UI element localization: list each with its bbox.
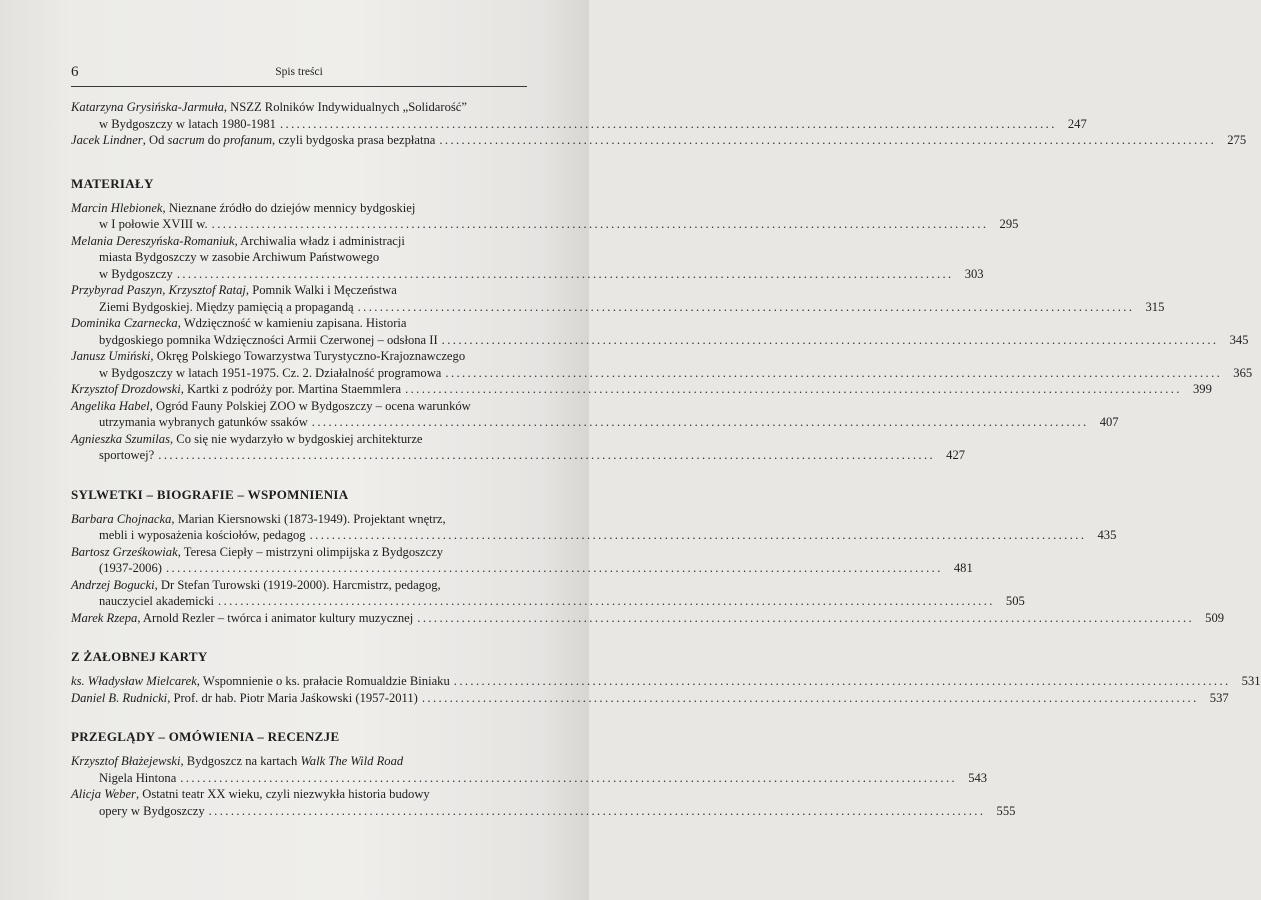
entry-page-number: 407 bbox=[1099, 415, 1119, 429]
entry-title: w Bydgoszczy w latach 1951-1975. Cz. 2. Działalność programowa bbox=[99, 365, 442, 380]
entry-text bbox=[99, 216, 208, 233]
entry-author: Krzysztof Drozdowski bbox=[71, 382, 181, 396]
entry-author: Alicja Weber bbox=[71, 787, 136, 801]
dot-leader: ............................................................................................................................................ bbox=[208, 803, 986, 818]
entry-line bbox=[71, 365, 1253, 382]
entry-author: ks. Władysław Mielcarek bbox=[71, 674, 197, 688]
entry-page-number: 303 bbox=[964, 266, 984, 281]
toc-entry bbox=[71, 398, 1119, 431]
entry-text bbox=[71, 512, 446, 526]
entry-author: Dominika Czarnecka bbox=[71, 316, 178, 330]
dot-leader: ............................................................................................................................................ bbox=[441, 332, 1219, 347]
entry-title-italic: Walk The Wild Road bbox=[300, 754, 404, 768]
entry-title: , Teresa Ciepły – mistrzyni olimpijska z Bydgoszczy bbox=[177, 544, 444, 559]
entry-title: , Co się nie wydarzyło w bydgoskiej architekturze bbox=[170, 431, 423, 446]
entry-title: bydgoskiego pomnika Wdzięczności Armii Czerwonej – odsłona II bbox=[99, 332, 438, 347]
dot-leader: ............................................................................................................................................ bbox=[165, 561, 943, 575]
entry-line bbox=[71, 216, 1019, 233]
entry-title: utrzymania wybranych gatunków ssaków bbox=[99, 415, 308, 429]
toc-section bbox=[71, 175, 1253, 464]
entry-title: opery w Bydgoszczy bbox=[99, 803, 205, 818]
entry-title: sportowej? bbox=[99, 448, 155, 462]
entry-title: , Pomnik Walki i Męczeństwa bbox=[245, 283, 397, 297]
entry-text bbox=[71, 545, 443, 559]
entry-line bbox=[71, 577, 552, 594]
entry-line bbox=[71, 332, 1249, 349]
entry-line bbox=[71, 560, 973, 577]
entry-title: , Ostatni teatr XX wieku, czyli niezwykła historia budowy bbox=[135, 787, 430, 801]
entry-line bbox=[71, 233, 552, 250]
dot-leader: ............................................................................................................................................ bbox=[211, 217, 989, 231]
entry-author: Krzysztof Błażejewski bbox=[71, 754, 181, 768]
toc-entry bbox=[71, 132, 1247, 149]
entry-page-number: 481 bbox=[953, 561, 973, 575]
entry-line bbox=[71, 266, 984, 283]
entry-line bbox=[71, 200, 552, 217]
dot-leader: ............................................................................................................................................ bbox=[417, 610, 1195, 625]
entry-page-number: 275 bbox=[1227, 133, 1247, 147]
toc-entry bbox=[71, 690, 1229, 707]
entry-text bbox=[99, 414, 308, 431]
entry-author: Jacek Lindner bbox=[71, 133, 143, 147]
entry-title: Ziemi Bydgoskiej. Między pamięcią a propagandą bbox=[99, 299, 354, 314]
entry-author: Marcin Hlebionek bbox=[71, 200, 163, 215]
entry-page-number: 509 bbox=[1205, 610, 1225, 625]
toc-entry bbox=[71, 315, 1249, 348]
entry-text bbox=[99, 447, 154, 464]
entry-title: , Kartki z podróży por. Martina Staemmlera bbox=[180, 382, 402, 396]
entry-title: , Arnold Rezler – twórca i animator kultury muzycznej bbox=[137, 610, 414, 625]
entry-line bbox=[71, 753, 552, 770]
entry-title: , Okręg Polskiego Towarzystwa Turystyczno-Krajoznawczego bbox=[150, 349, 466, 363]
entry-line bbox=[71, 381, 1212, 398]
entry-text bbox=[99, 266, 173, 283]
entry-line bbox=[71, 282, 552, 299]
dot-leader: ............................................................................................................................................ bbox=[176, 266, 954, 281]
section-heading: Z ŻAŁOBNEJ KARTY bbox=[71, 649, 208, 664]
entry-page-number: 531 bbox=[1241, 674, 1261, 688]
entry-title: miasta Bydgoszczy w zasobie Archiwum Państwowego bbox=[99, 250, 380, 264]
dot-leader: ............................................................................................................................................ bbox=[439, 133, 1217, 147]
entry-title: nauczyciel akademicki bbox=[99, 594, 215, 608]
toc-entry bbox=[71, 753, 988, 786]
entry-page-number: 399 bbox=[1192, 382, 1212, 396]
entry-title: w I połowie XVIII w. bbox=[99, 217, 208, 231]
entry-title: w Bydgoszczy w latach 1980-1981 bbox=[99, 116, 276, 131]
entry-line bbox=[71, 116, 1087, 133]
entry-text bbox=[99, 527, 306, 544]
entry-author: Daniel B. Rudnicki bbox=[71, 690, 168, 705]
toc-entry bbox=[71, 577, 1025, 610]
entry-title: , Prof. dr hab. Piotr Maria Jaśkowski (1957-2011) bbox=[167, 690, 418, 705]
entry-line bbox=[71, 803, 1016, 820]
dot-leader: ............................................................................................................................................ bbox=[279, 116, 1057, 131]
entry-line bbox=[71, 348, 552, 365]
entry-line bbox=[71, 249, 552, 266]
table-of-contents bbox=[71, 99, 1261, 841]
entry-text bbox=[71, 578, 441, 592]
section-heading: SYLWETKI – BIOGRAFIE – WSPOMNIENIA bbox=[71, 486, 349, 502]
entry-author: Janusz Umiński bbox=[71, 349, 151, 363]
entry-text bbox=[71, 673, 450, 690]
entry-author: Marek Rzepa bbox=[71, 610, 138, 625]
entry-title: , Wspomnienie o ks. prałacie Romualdzie Biniaku bbox=[196, 674, 450, 688]
dot-leader: ............................................................................................................................................ bbox=[180, 770, 958, 785]
entry-text bbox=[99, 332, 438, 349]
entry-title: , Marian Kiersnowski (1873-1949). Projektant wnętrz, bbox=[171, 511, 446, 526]
entry-title: , Dr Stefan Turowski (1919-2000). Harcmistrz, pedagog, bbox=[154, 577, 441, 592]
entry-title: , Ogród Fauny Polskiej ZOO w Bydgoszczy – ocena warunków bbox=[149, 398, 471, 413]
toc-entry bbox=[71, 511, 1117, 544]
toc-entry bbox=[71, 431, 966, 464]
toc-entry bbox=[71, 348, 1253, 381]
toc-entry bbox=[71, 786, 1016, 819]
entry-text bbox=[99, 803, 205, 820]
dot-leader: ............................................................................................................................................ bbox=[158, 448, 936, 462]
toc-entry bbox=[71, 99, 1087, 132]
entry-line bbox=[71, 673, 1261, 690]
entry-page-number: 537 bbox=[1209, 690, 1229, 705]
toc-entry bbox=[71, 282, 1165, 315]
dot-leader: ............................................................................................................................................ bbox=[357, 299, 1135, 314]
entry-line bbox=[71, 447, 966, 464]
entry-author: Katarzyna Grysińska-Jarmuła bbox=[71, 100, 224, 114]
entry-text bbox=[71, 787, 430, 801]
entry-title: , czyli bydgoska prasa bezpłatna bbox=[272, 133, 436, 147]
toc-section bbox=[71, 728, 1016, 819]
entry-title: mebli i wyposażenia kościołów, pedagog bbox=[99, 528, 306, 542]
entry-title: Nigela Hintona bbox=[99, 770, 177, 785]
toc-entry bbox=[71, 233, 984, 283]
entry-page-number: 315 bbox=[1145, 299, 1165, 314]
section-heading: PRZEGLĄDY – OMÓWIENIA – RECENZJE bbox=[71, 729, 340, 744]
toc-entry bbox=[71, 200, 1019, 233]
toc-entry bbox=[71, 610, 1225, 627]
entry-title: w Bydgoszczy bbox=[99, 266, 173, 281]
entry-page-number: 543 bbox=[968, 770, 988, 785]
entry-line bbox=[71, 527, 1117, 544]
entry-author: Bartosz Grześkowiak bbox=[71, 544, 178, 559]
entry-line bbox=[71, 610, 1225, 627]
entry-title: do bbox=[204, 133, 224, 147]
toc-entry bbox=[71, 673, 1261, 690]
entry-line bbox=[71, 770, 988, 787]
entry-line bbox=[71, 315, 552, 332]
entry-text bbox=[99, 116, 276, 133]
entry-line bbox=[71, 431, 552, 448]
entry-text bbox=[99, 250, 379, 264]
entry-text bbox=[99, 365, 441, 382]
entry-text bbox=[71, 349, 465, 363]
entry-text bbox=[99, 593, 214, 610]
toc-entry bbox=[71, 381, 1212, 398]
toc-section bbox=[71, 486, 1225, 627]
dot-leader: ............................................................................................................................................ bbox=[405, 382, 1182, 396]
entry-text bbox=[71, 100, 467, 114]
entry-title: (1937-2006) bbox=[99, 561, 162, 575]
entry-author: Barbara Chojnacka bbox=[71, 511, 172, 526]
entry-title: , Archiwalia władz i administracji bbox=[234, 233, 405, 248]
entry-line bbox=[71, 690, 1229, 707]
entry-title: , Od bbox=[142, 133, 168, 147]
entry-text bbox=[99, 770, 176, 787]
dot-leader: ............................................................................................................................................ bbox=[218, 594, 995, 608]
entry-line bbox=[71, 132, 1247, 149]
entry-line bbox=[71, 593, 1025, 610]
entry-line bbox=[71, 414, 1119, 431]
entry-text bbox=[71, 399, 471, 413]
entry-title: , Bydgoszcz na kartach bbox=[180, 754, 301, 768]
entry-line bbox=[71, 544, 552, 561]
entry-page-number: 505 bbox=[1005, 594, 1025, 608]
entry-line bbox=[71, 786, 552, 803]
page-number: 6 bbox=[71, 64, 79, 80]
entry-page-number: 247 bbox=[1067, 116, 1087, 131]
entry-text bbox=[71, 381, 401, 398]
entry-text bbox=[71, 432, 423, 446]
running-title: Spis treści bbox=[275, 66, 323, 78]
section-heading: MATERIAŁY bbox=[71, 175, 154, 191]
entry-author: Przybyrad Paszyn, Krzysztof Rataj bbox=[71, 283, 246, 297]
dot-leader: ............................................................................................................................................ bbox=[311, 415, 1089, 429]
entry-title: , NSZZ Rolników Indywidualnych „Solidarość” bbox=[223, 100, 467, 114]
dot-leader: ............................................................................................................................................ bbox=[445, 365, 1223, 380]
entry-author: Angelika Habel bbox=[71, 398, 150, 413]
entry-title-italic: sacrum bbox=[167, 133, 205, 147]
entry-page-number: 435 bbox=[1097, 528, 1117, 542]
entry-title: , Nieznane źródło do dziejów mennicy bydgoskiej bbox=[162, 200, 416, 215]
toc-entry bbox=[71, 544, 973, 577]
entry-title-italic: profanum bbox=[223, 133, 273, 147]
entry-line bbox=[71, 99, 552, 116]
entry-page-number: 295 bbox=[999, 217, 1019, 231]
entry-page-number: 365 bbox=[1233, 365, 1253, 380]
entry-author: Agnieszka Szumilas bbox=[71, 431, 170, 446]
entry-page-number: 345 bbox=[1229, 332, 1249, 347]
entry-text bbox=[71, 132, 435, 149]
dot-leader: ............................................................................................................................................ bbox=[453, 674, 1231, 688]
entry-text bbox=[71, 316, 407, 330]
entry-text bbox=[71, 690, 418, 707]
dot-leader: ............................................................................................................................................ bbox=[421, 690, 1199, 705]
entry-text bbox=[71, 610, 413, 627]
page-header bbox=[71, 64, 527, 87]
entry-line bbox=[71, 299, 1165, 316]
toc-section bbox=[71, 648, 1261, 706]
entry-line bbox=[71, 511, 552, 528]
dot-leader: ............................................................................................................................................ bbox=[309, 528, 1087, 542]
entry-title: , Wdzięczność w kamieniu zapisana. Historia bbox=[177, 316, 407, 330]
entry-text bbox=[71, 234, 405, 248]
entry-line bbox=[71, 398, 552, 415]
entry-text bbox=[71, 754, 403, 768]
entry-author: Melania Dereszyńska-Romaniuk bbox=[71, 233, 235, 248]
entry-page-number: 427 bbox=[946, 448, 966, 462]
toc-section bbox=[71, 99, 1247, 149]
entry-page-number: 555 bbox=[996, 803, 1016, 818]
entry-text bbox=[99, 560, 162, 577]
entry-text bbox=[71, 201, 415, 215]
entry-text bbox=[99, 299, 354, 316]
entry-author: Andrzej Bogucki bbox=[71, 577, 155, 592]
entry-text bbox=[71, 283, 397, 297]
